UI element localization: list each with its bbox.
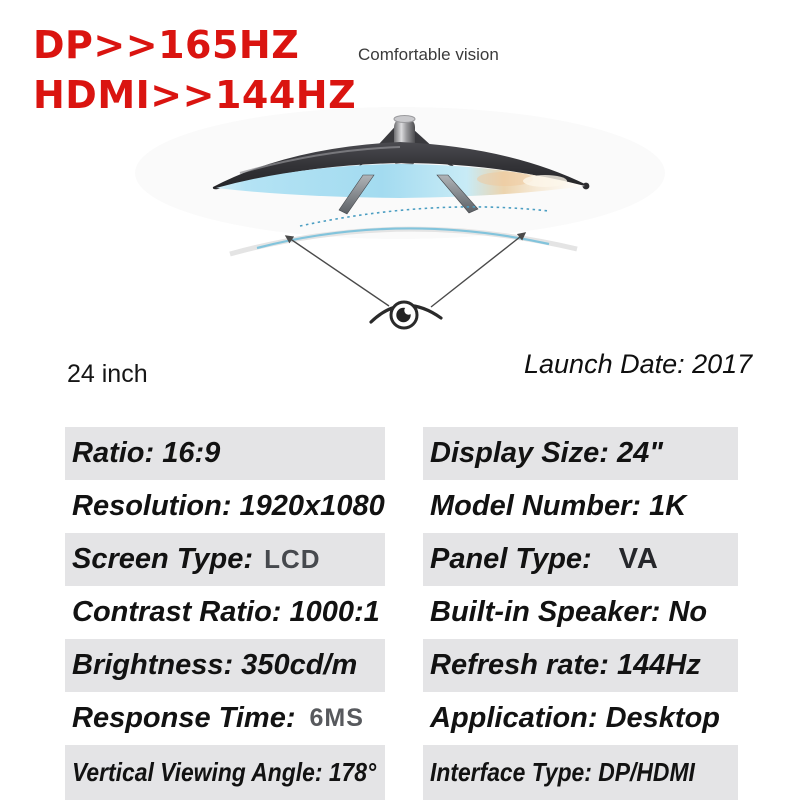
monitor-angle-illustration	[0, 95, 800, 355]
screen-size-label: 24 inch	[67, 360, 148, 388]
spec-table	[0, 427, 800, 800]
spec-column-left	[65, 427, 385, 800]
spec-column-right	[423, 427, 738, 800]
spec-row-resolution: Resolution: 1920x1080	[72, 490, 385, 522]
panel-type-value: VA	[618, 543, 659, 575]
response-time-value: 6MS	[309, 704, 364, 732]
spec-row-vertical-angle: Vertical Viewing Angle: 178°	[65, 745, 385, 800]
spec-row-interface: Interface Type: DP/HDMI	[423, 745, 738, 800]
spec-row-application: Application: Desktop	[430, 702, 721, 734]
screen-type-value: LCD	[264, 544, 321, 574]
spec-row-display-size: Display Size: 24"	[423, 427, 738, 480]
spec-row-speaker: Built-in Speaker: No	[430, 596, 708, 628]
spec-row-panel-type: Panel Type: VA	[423, 533, 738, 586]
spec-row-ratio: Ratio: 16:9	[65, 427, 385, 480]
spec-row-contrast: Contrast Ratio: 1000:1	[72, 596, 380, 628]
spec-row-refresh-rate: Refresh rate: 144Hz	[423, 639, 738, 692]
viewing-angle-arrows	[286, 233, 525, 307]
comfortable-vision-label: Comfortable vision	[358, 45, 499, 64]
banner-line-dp: DP>>165HZ	[33, 23, 300, 67]
launch-date-label: Launch Date: 2017	[524, 349, 753, 379]
spec-row-brightness: Brightness: 350cd/m	[65, 639, 385, 692]
spec-row-screen-type: Screen Type: LCD	[65, 533, 385, 586]
spec-row-model-number: Model Number: 1K	[430, 490, 687, 522]
spec-row-response-time: Response Time: 6MS	[72, 702, 364, 734]
banner-line-hdmi: HDMI>>144HZ	[33, 73, 357, 117]
eye-icon	[371, 302, 441, 328]
